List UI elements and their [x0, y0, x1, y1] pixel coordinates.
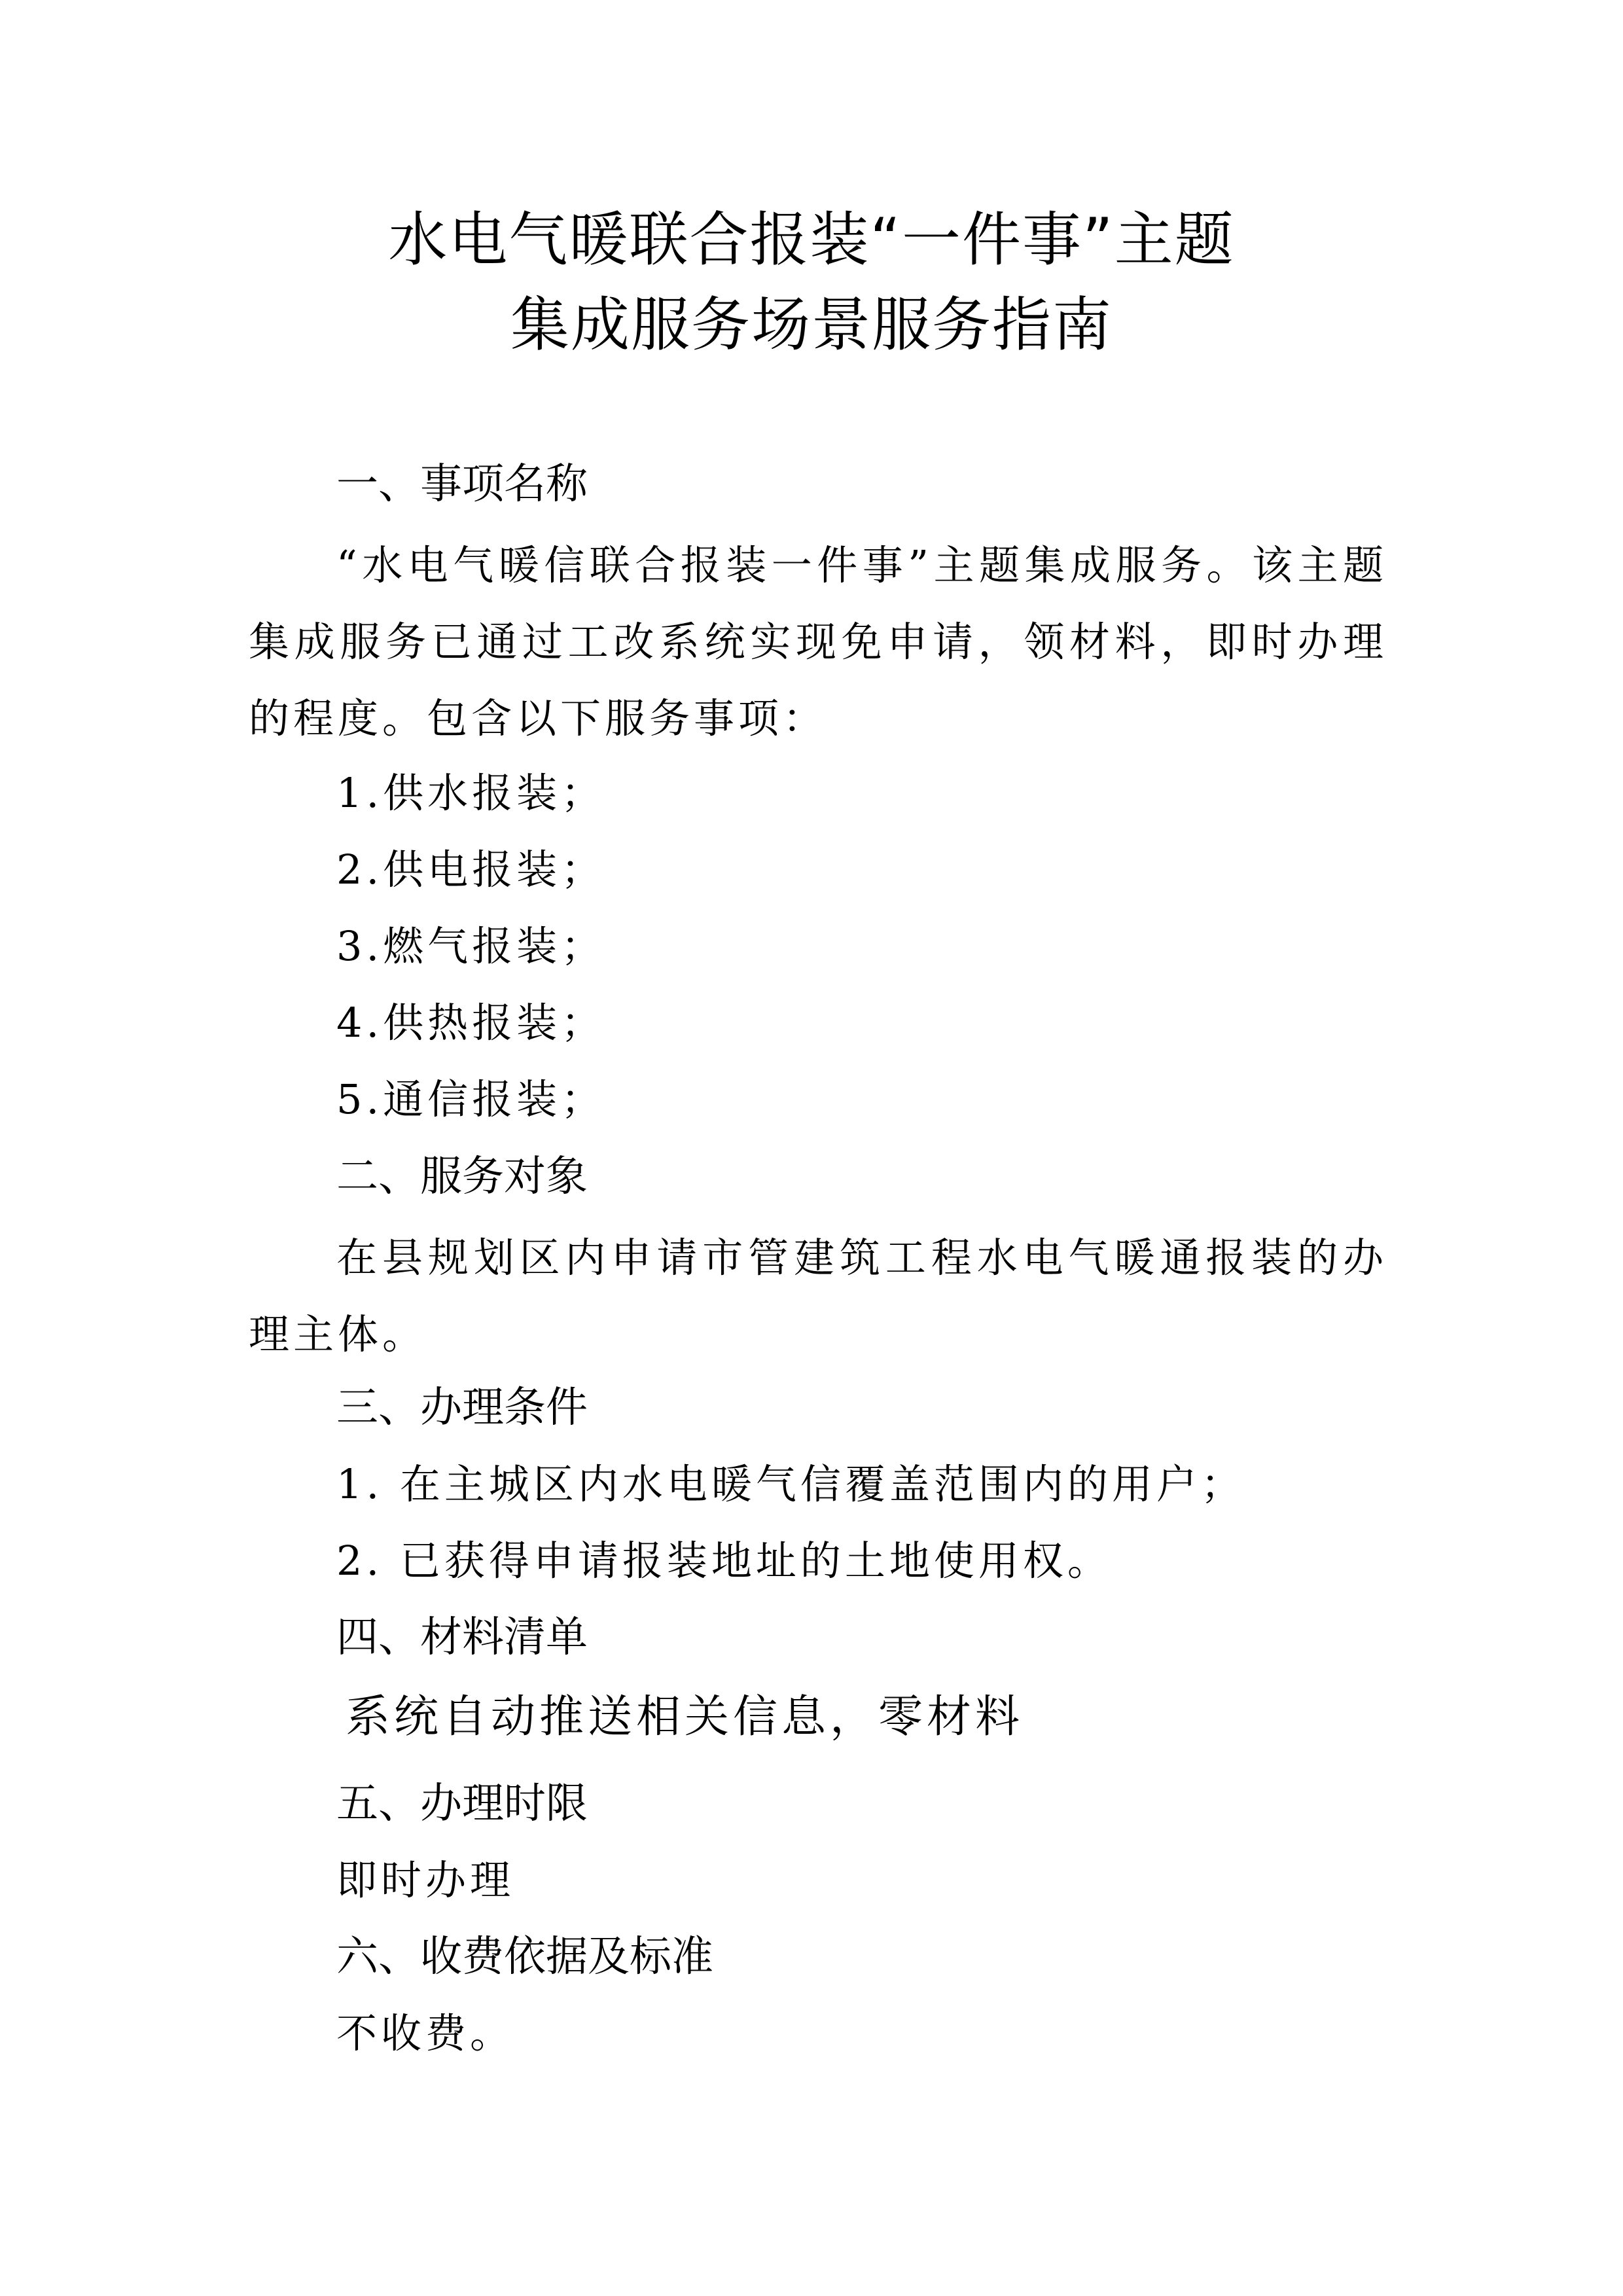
list-item: 5.通信报装；	[336, 1075, 606, 1123]
section-heading-service-target: 二、服务对象	[336, 1153, 588, 1201]
list-item: 2.供电报装；	[336, 846, 606, 893]
list-item: 1. 在主城区内水电暖气信覆盖范围内的用户；	[336, 1460, 1245, 1508]
section-paragraph-item-name: “水电气暖信联合报装一件事”主题集成服务。该主题集成服务已通过工改系统实现免申请，领材料，即时办理的程度。包含以下服务事项：	[249, 541, 1387, 742]
section-paragraph-service-target: 在县规划区内申请市管建筑工程水电气暖通报装的办理主体。	[249, 1234, 1387, 1358]
section-heading-materials: 四、材料清单	[336, 1613, 588, 1662]
document-title-line2: 集成服务场景服务指南	[510, 291, 1113, 359]
document-title-line1: 水电气暖联合报装“一件事”主题	[388, 206, 1235, 274]
section-text-materials: 系统自动推送相关信息，零材料	[346, 1691, 1024, 1743]
section-text-time-limit: 即时办理	[336, 1856, 515, 1904]
list-item: 1.供水报装；	[336, 769, 606, 817]
list-item: 4.供热报装；	[336, 999, 606, 1047]
list-item: 2. 已获得申请报装地址的土地使用权。	[336, 1537, 1112, 1585]
section-heading-item-name: 一、事项名称	[336, 460, 588, 509]
section-heading-fees: 六、收费依据及标准	[336, 1933, 713, 1981]
list-item: 3.燃气报装；	[336, 922, 606, 970]
section-heading-time-limit: 五、办理时限	[336, 1780, 588, 1828]
section-text-fees: 不收费。	[336, 2009, 515, 2057]
section-heading-conditions: 三、办理条件	[336, 1384, 588, 1432]
